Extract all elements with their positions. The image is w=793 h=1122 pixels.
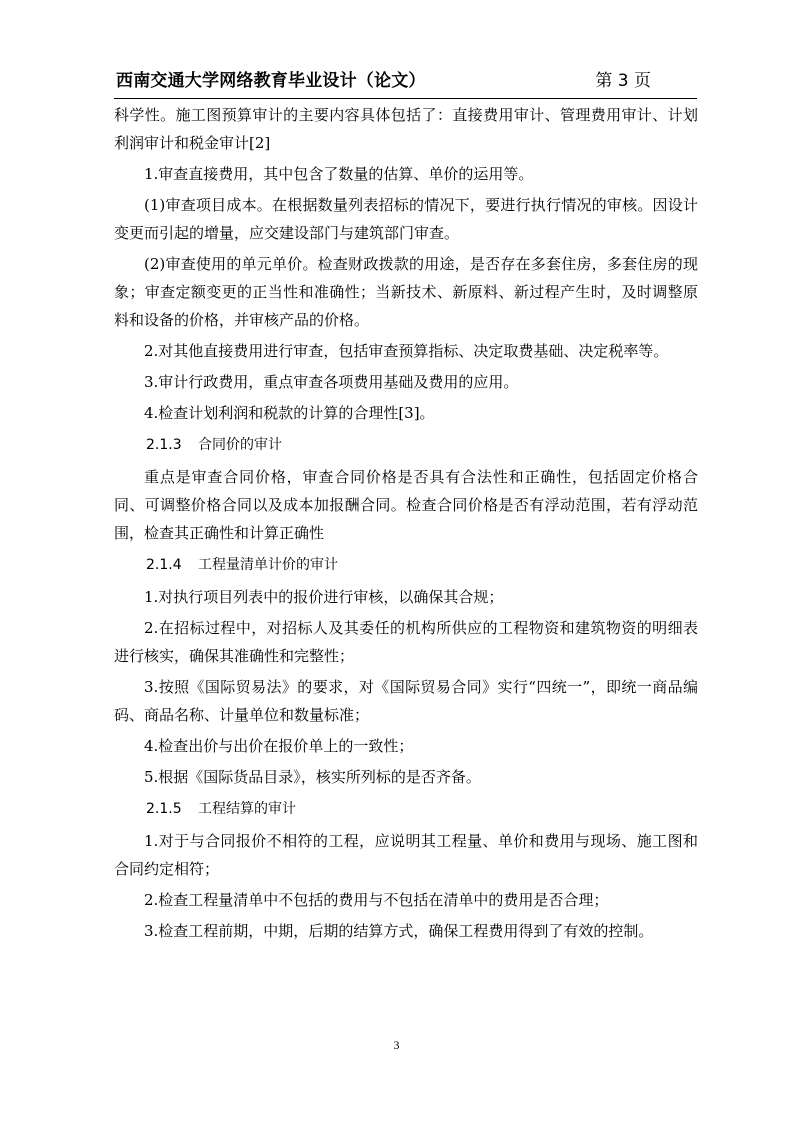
paragraph-item-1: 1.审查直接费用，其中包含了数量的估算、单价的运用等。 xyxy=(144,165,534,183)
page-number: 3 xyxy=(393,1038,400,1052)
paragraph-bq-item-5: 5.根据《国际货品目录》，核实所列标的是否齐备。 xyxy=(144,768,481,786)
paragraph-settlement-item-3: 3.检查工程前期，中期，后期的结算方式，确保工程费用得到了有效的控制。 xyxy=(144,922,654,940)
paragraph-item-2: 2.对其他直接费用进行审查，包括审查预算指标、决定取费基础、决定税率等。 xyxy=(144,342,669,360)
paragraph-bq-item-2: 2.在招标过程中，对招标人及其委任的机构所供应的工程物资和建筑物资的明细表进行核实，确保其准确性和完整性； xyxy=(114,619,698,665)
paragraph-item-1-2: (2)审查使用的单元单价。检查财政拨款的用途，是否存在多套住房，多套住房的现象；审查定额变更的正当性和准确性；当新技术、新原料、新过程产生时，及时调整原料和设备的价格，并审核产品的价格。 xyxy=(114,255,698,329)
section-number: 2.1.3 xyxy=(146,437,182,453)
paragraph-settlement-item-1: 1.对于与合同报价不相符的工程，应说明其工程量、单价和费用与现场、施工图和合同约定相符； xyxy=(114,832,698,878)
header-title: 西南交通大学网络教育毕业设计（论文） xyxy=(116,71,426,91)
section-heading-2-1-4 xyxy=(114,550,698,580)
section-number: 2.1.5 xyxy=(146,801,182,817)
paragraph-item-1-1: (1)审查项目成本。在根据数量列表招标的情况下，要进行执行情况的审核。因设计变更而引起的增量，应交建设部门与建筑部门审查。 xyxy=(114,196,698,242)
paragraph-bq-item-4: 4.检查出价与出价在报价单上的一致性； xyxy=(144,737,414,755)
body-content xyxy=(114,101,698,945)
section-title: 工程结算的审计 xyxy=(198,801,296,817)
paragraph-bq-item-1: 1.对执行项目列表中的报价进行审核，以确保其合规； xyxy=(144,588,504,606)
section-title: 工程量清单计价的审计 xyxy=(198,557,338,573)
section-heading-2-1-3 xyxy=(114,430,698,460)
section-title: 合同价的审计 xyxy=(198,437,282,453)
section-number: 2.1.4 xyxy=(146,557,182,573)
paragraph-contract-price: 重点是审查合同价格，审查合同价格是否具有合法性和正确性，包括固定价格合同、可调整价格合同以及成本加报酬合同。检查合同价格是否有浮动范围，若有浮动范围，检查其正确性和计算正确性 xyxy=(114,468,698,542)
paragraph-intro: 科学性。施工图预算审计的主要内容具体包括了：直接费用审计、管理费用审计、计划利润审计和税金审计[2] xyxy=(114,106,698,152)
paragraph-bq-item-3: 3.按照《国际贸易法》的要求，对《国际贸易合同》实行“四统一”，即统一商品编码、商品名称、计量单位和数量标准； xyxy=(114,678,698,724)
section-heading-2-1-5 xyxy=(114,794,698,824)
paragraph-item-3: 3.审计行政费用，重点审查各项费用基础及费用的应用。 xyxy=(144,373,519,391)
paragraph-item-4: 4.检查计划利润和税款的计算的合理性[3]。 xyxy=(144,404,435,422)
page-header xyxy=(114,64,697,99)
paragraph-settlement-item-2: 2.检查工程量清单中不包括的费用与不包括在清单中的费用是否合理； xyxy=(144,891,609,909)
header-page-label: 第 3 页 xyxy=(595,71,651,91)
